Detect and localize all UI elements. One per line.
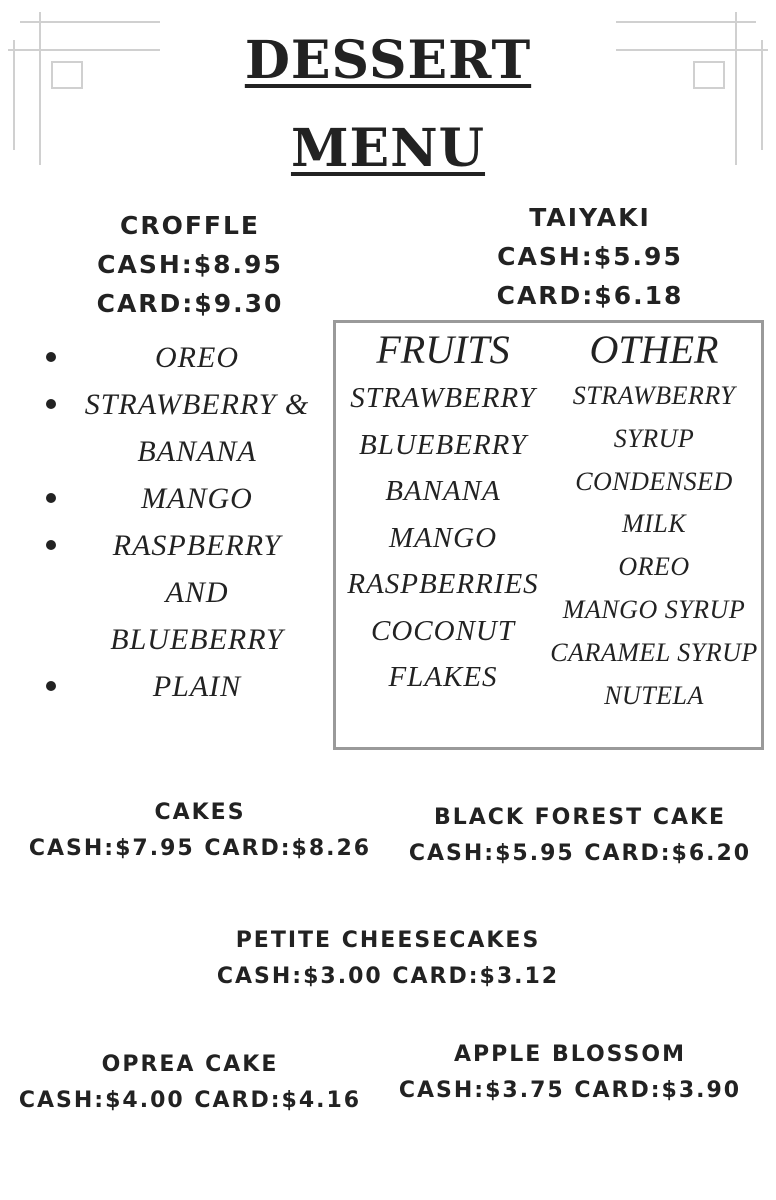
other-column	[542, 323, 766, 717]
croffle-header	[40, 206, 340, 323]
other-item: SYRUP	[613, 423, 695, 453]
flavor-item: STRAWBERRY &	[40, 381, 330, 428]
menu-title-line1: DESSERT	[244, 30, 532, 91]
menu-title-line2: MENU	[290, 118, 486, 179]
flavor-item: RASPBERRY	[40, 522, 330, 569]
fruit-item: BLUEBERRY	[359, 428, 527, 461]
taiyaki-toppings-box	[333, 320, 764, 750]
oprea-cake-price: CASH:$4.00 CARD:$4.16	[18, 1088, 362, 1113]
flavor-item: BANANA	[137, 435, 257, 468]
flavor-item: BLUEBERRY	[110, 623, 284, 656]
fruits-column	[336, 323, 550, 701]
flavor-item: PLAIN	[40, 663, 330, 710]
flavor-item: OREO	[40, 334, 330, 381]
taiyaki-name: TAIYAKI	[529, 203, 651, 232]
fruit-item: RASPBERRIES	[347, 568, 539, 600]
fruit-item: COCONUT	[371, 614, 515, 647]
oprea-cake-item	[0, 1047, 380, 1119]
fruit-item: FLAKES	[388, 661, 498, 693]
taiyaki-header	[440, 198, 740, 315]
cakes-name: CAKES	[154, 800, 246, 825]
other-header: OTHER	[589, 327, 719, 372]
other-item: MILK	[621, 509, 687, 539]
apple-blossom-item	[384, 1037, 756, 1109]
other-item: STRAWBERRY	[572, 381, 736, 410]
cheesecakes-item	[188, 923, 588, 995]
croffle-name: CROFFLE	[119, 211, 260, 240]
black-forest-name: BLACK FOREST CAKE	[433, 805, 727, 830]
fruit-item: MANGO	[388, 521, 498, 554]
other-item: MANGO SYRUP	[562, 594, 746, 624]
croffle-flavor-list	[40, 334, 330, 710]
taiyaki-card-price: CARD:$6.18	[496, 281, 684, 310]
croffle-card-price: CARD:$9.30	[96, 289, 284, 318]
black-forest-item	[390, 800, 770, 872]
cheesecakes-price: CASH:$3.00 CARD:$3.12	[216, 964, 560, 989]
cakes-price: CASH:$7.95 CARD:$8.26	[28, 836, 372, 861]
other-item: OREO	[618, 552, 690, 582]
other-item: CONDENSED	[575, 466, 733, 496]
fruits-header: FRUITS	[376, 327, 510, 372]
other-item: CARAMEL SYRUP	[550, 637, 758, 667]
flavor-item: MANGO	[40, 475, 330, 522]
croffle-cash-price: CASH:$8.95	[97, 250, 283, 279]
cakes-item	[10, 795, 390, 867]
cheesecakes-name: PETITE CHEESECAKES	[235, 928, 541, 953]
taiyaki-cash-price: CASH:$5.95	[497, 242, 683, 271]
oprea-cake-name: OPREA CAKE	[101, 1052, 279, 1077]
fruit-item: BANANA	[385, 475, 501, 507]
flavor-item: AND	[165, 576, 229, 609]
black-forest-price: CASH:$5.95 CARD:$6.20	[408, 841, 752, 866]
apple-blossom-name: APPLE BLOSSOM	[454, 1042, 686, 1067]
other-item: NUTELA	[604, 680, 704, 710]
apple-blossom-price: CASH:$3.75 CARD:$3.90	[398, 1078, 742, 1103]
fruit-item: STRAWBERRY	[350, 382, 536, 414]
